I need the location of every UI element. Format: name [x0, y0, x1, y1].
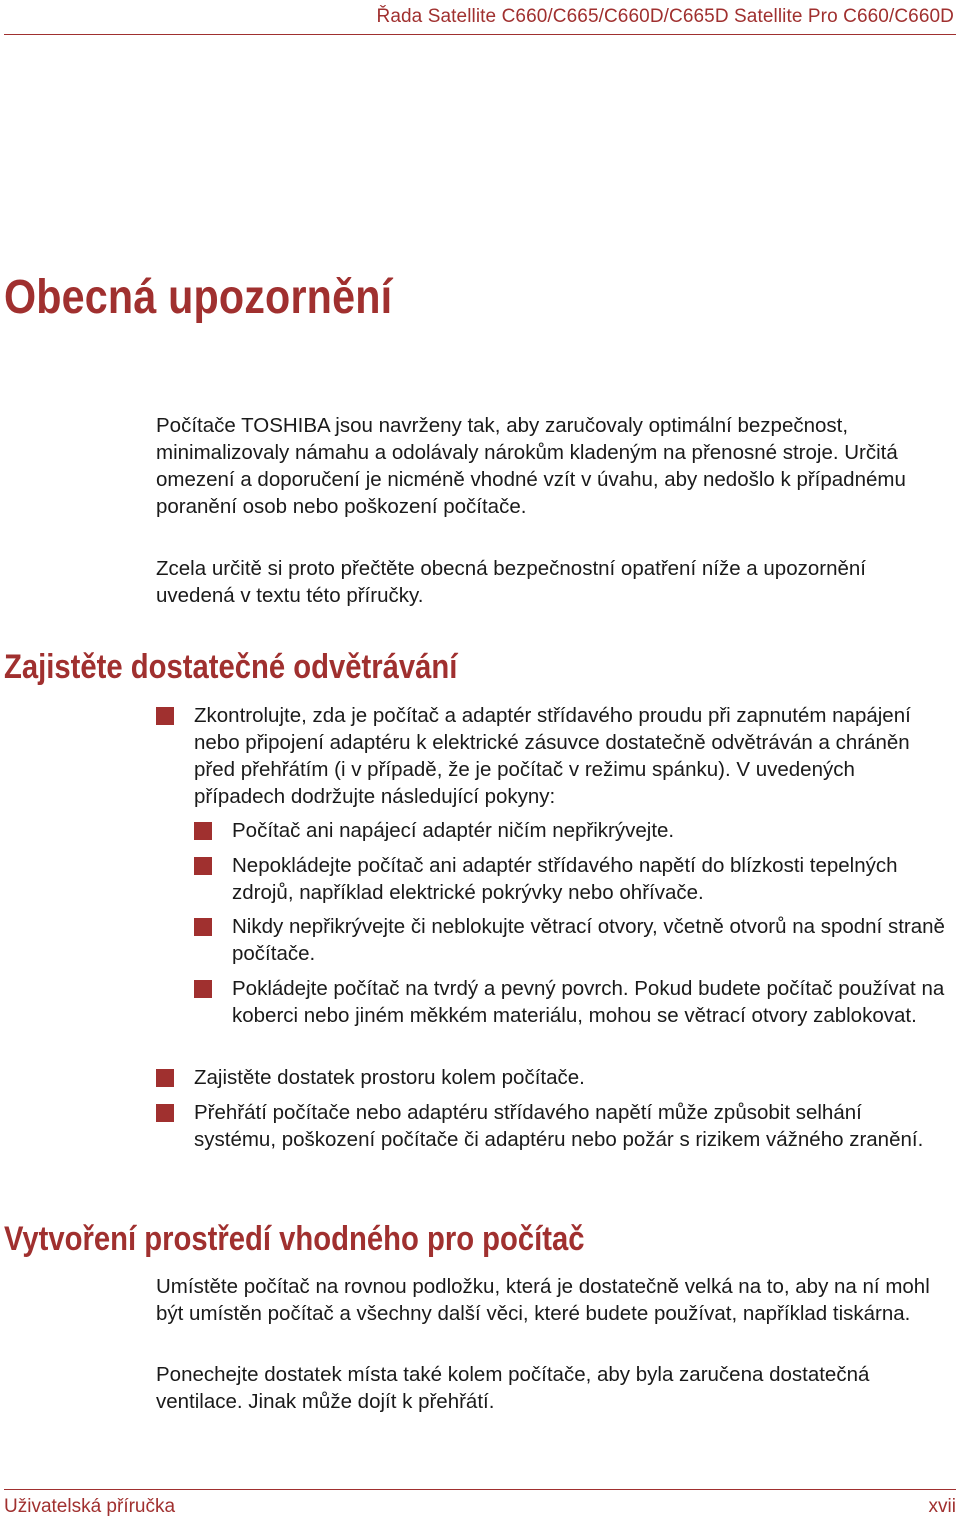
section-heading-environment: Vytvoření prostředí vhodného pro počítač — [4, 1220, 585, 1258]
bullet-square-icon — [194, 980, 212, 998]
bullet-square-icon — [156, 1069, 174, 1087]
environment-paragraph-1: Umístěte počítač na rovnou podložku, která je dostatečně velká na to, aby na ní mohl být umístěn počítač a všechny další věci, které budete používat, například tiskárna. — [156, 1275, 930, 1325]
bullet-text: Pokládejte počítač na tvrdý a pevný povrch. Pokud budete počítač používat na koberci nebo jiném měkkém materiálu, mohou se větrací otvory zablokovat. — [232, 977, 945, 1027]
list-item — [194, 817, 946, 844]
page-header — [4, 4, 956, 35]
list-item — [194, 852, 946, 906]
bullet-text: Zkontrolujte, zda je počítač a adaptér střídavého proudu při zapnutém napájení nebo připojení adaptéru k elektrické zásuvce dostatečně odvětráván a chráněn před přehřátím (i v případě, že je počítač v režimu spánku). V uvedených případech dodržujte následující pokyny: — [194, 704, 911, 808]
footer-manual-title: Uživatelská příručka — [4, 1496, 176, 1517]
bullet-square-icon — [156, 1104, 174, 1122]
environment-paragraph-2: Ponechejte dostatek místa také kolem počítače, aby byla zaručena dostatečná ventilace. Jinak může dojít k přehřátí. — [156, 1363, 870, 1413]
bullet-square-icon — [194, 857, 212, 875]
intro-paragraph-1: Počítače TOSHIBA jsou navrženy tak, aby zaručovaly optimální bezpečnost, minimalizovaly námahu a odolávaly nárokům kladeným na přenosné stroje. Určitá omezení a doporučení je nicméně vhodné vzít v úvahu, aby nedošlo k případnému poranění osob nebo poškození počítače. — [156, 414, 906, 518]
bullet-text: Nepokládejte počítač ani adaptér střídavého napětí do blízkosti tepelných zdrojů, například elektrické pokrývky nebo ohřívače. — [232, 854, 898, 904]
header-title: Řada Satellite C660/C665/C660D/C665D Satellite Pro C660/C660D — [376, 6, 954, 27]
list-item — [156, 702, 946, 810]
list-item — [156, 1064, 946, 1091]
bullet-text: Počítač ani napájecí adaptér ničím nepřikrývejte. — [232, 819, 675, 842]
intro-paragraph-2: Zcela určitě si proto přečtěte obecná bezpečnostní opatření níže a upozornění uvedená v textu této příručky. — [156, 557, 866, 607]
list-item — [194, 975, 946, 1029]
bullet-square-icon — [194, 822, 212, 840]
bullet-text: Nikdy nepřikrývejte či neblokujte větrací otvory, včetně otvorů na spodní straně počítače. — [232, 915, 945, 965]
bullet-square-icon — [156, 707, 174, 725]
page-number: xvii — [928, 1496, 956, 1517]
list-item — [156, 1099, 946, 1153]
page-title: Obecná upozornění — [4, 271, 393, 324]
section-heading-ventilation: Zajistěte dostatečné odvětrávání — [4, 648, 458, 686]
bullet-text: Zajistěte dostatek prostoru kolem počítače. — [194, 1066, 585, 1089]
page-footer — [4, 1489, 956, 1524]
bullet-square-icon — [194, 918, 212, 936]
bullet-text: Přehřátí počítače nebo adaptéru střídavého napětí může způsobit selhání systému, poškození počítače či adaptéru nebo požár s rizikem vážného zranění. — [194, 1101, 924, 1151]
list-item — [194, 913, 946, 967]
